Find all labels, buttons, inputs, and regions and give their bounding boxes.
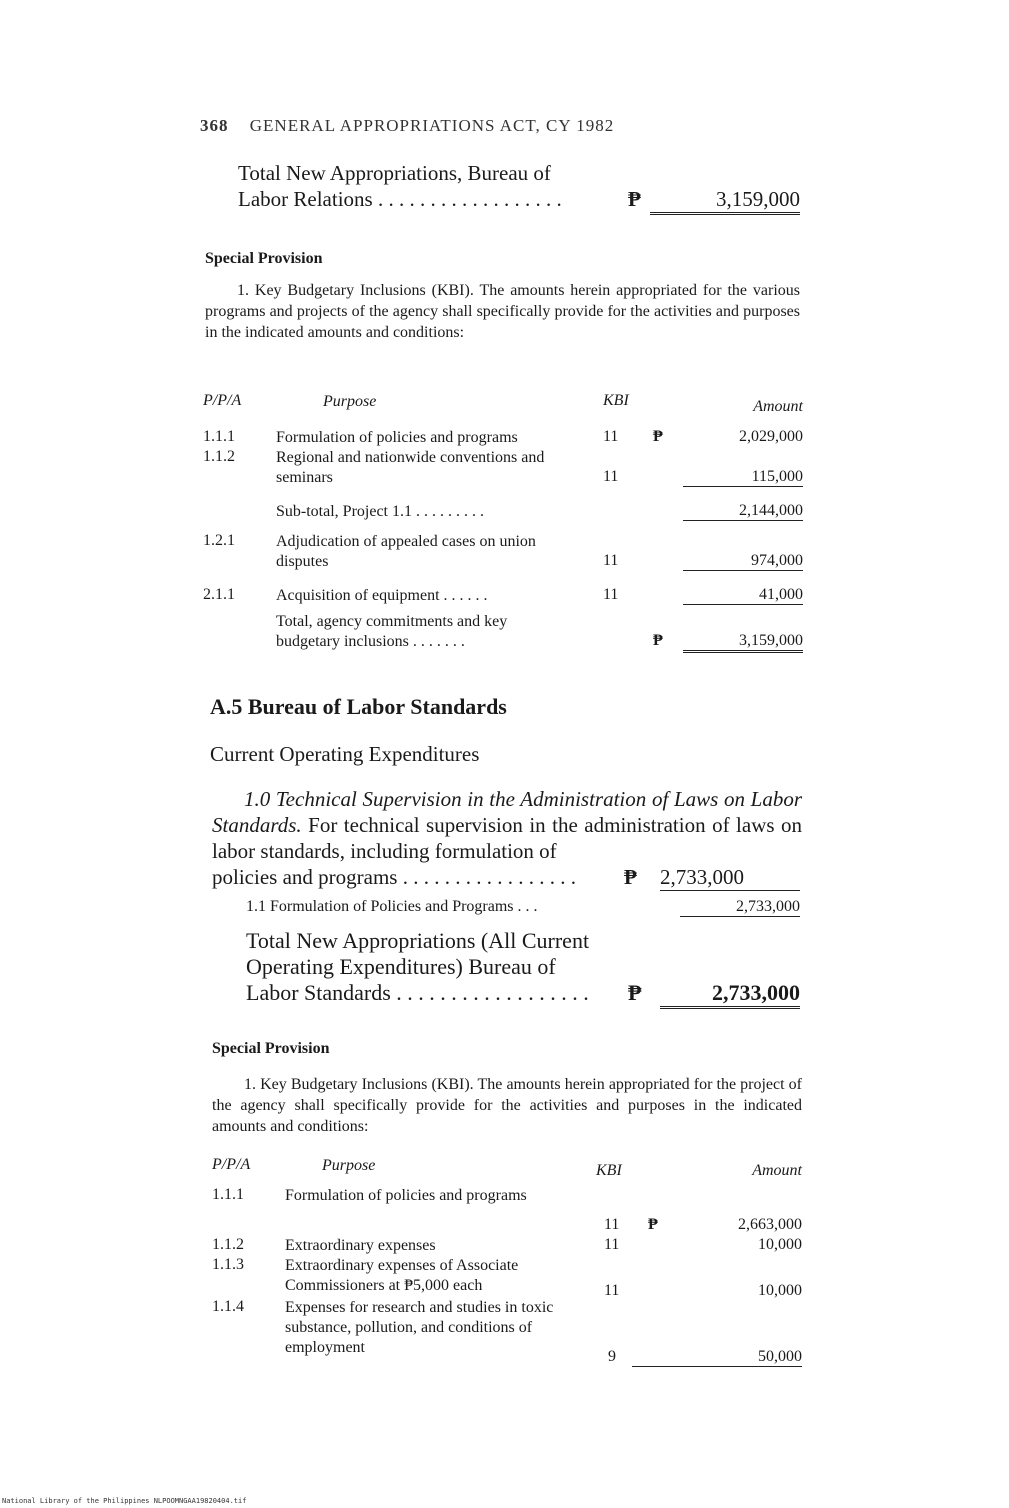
peso-sign: ₱ xyxy=(628,187,641,211)
kbi-table-1: P/P/A Purpose KBI Amount 1.1.1 Formulation of policies and programs 11 ₱ 2,029,000 1.1.2 Regional and nationwide conventions and seminars 11 115,000 Sub-total, Project 1.1 . . . . . . . . . 2,144,000 1.2.1 Adjudication of appealed cases on union disputes 11 974,000 2.1.1 Acquisition of equipment . . . . . . 11 41,000 Total, agency commitments and key budgetary inclusions . . . . . . . ₱ 3,159,000 xyxy=(203,392,803,662)
peso-sign: ₱ xyxy=(624,865,637,889)
special-provision-paragraph: 1. Key Budgetary Inclusions (KBI). The amounts herein appropriated for the various programs and projects of the agency shall specifically provide for the activities and purposes in the indicated amounts and conditions: xyxy=(205,282,800,341)
col-purpose-header: Purpose xyxy=(322,1157,376,1174)
col-amount-header: Amount xyxy=(752,1162,802,1179)
item-label: 1.1 Formulation of Policies and Programs . . . xyxy=(246,898,538,915)
col-ppa-header: P/P/A xyxy=(203,392,242,409)
special-provision-heading: Special Provision xyxy=(212,1040,330,1057)
program-text: For technical supervision in the administration of laws on labor standards, including formulation of xyxy=(212,813,803,863)
leader-dots: . . . . . . . . . . . . . . . . . . xyxy=(377,187,562,211)
total-standards-amount: 2,733,000 xyxy=(660,980,800,1009)
section-subtitle: Current Operating Expenditures xyxy=(210,742,480,766)
program-last-line: policies and programs . . . . . . . . . . . . . . . . . xyxy=(212,865,576,889)
total-standards-line1: Total New Appropriations (All Current xyxy=(246,928,590,953)
section-title: A.5 Bureau of Labor Standards xyxy=(210,694,507,719)
col-kbi-header: KBI xyxy=(603,392,629,409)
special-provision-heading: Special Provision xyxy=(205,250,323,267)
total-label: Labor Relations xyxy=(238,187,373,211)
page-number: 368 xyxy=(200,116,229,135)
program-lead: 1.0 Technical Supervision in the Administration of Laws on Labor Standards. xyxy=(212,787,802,837)
kbi-table-2: P/P/A Purpose KBI Amount 1.1.1 Formulation of policies and programs 11 ₱ 2,663,000 1.1.2 Extraordinary expenses 11 10,000 1.1.3 Extraordinary expenses of Associate Commissioners at ₱5,000 each 11 10,000 1.1.4 Expenses for research and studies in toxic substance, pollution, and conditions of employment 9 50,000 xyxy=(212,1156,802,1365)
total-standards-line2: Operating Expenditures) Bureau of xyxy=(246,954,556,979)
total-labor-relations-amount: 3,159,000 xyxy=(650,186,800,215)
program-amount: 2,733,000 xyxy=(660,864,800,891)
special-provision-paragraph: 1. Key Budgetary Inclusions (KBI). The amounts herein appropriated for the project of the agency shall specifically provide for the activities and purposes in the indicated amounts and conditions: xyxy=(212,1076,802,1135)
peso-sign: ₱ xyxy=(628,980,642,1005)
item-amount: 2,733,000 xyxy=(680,898,800,917)
program-paragraph xyxy=(212,786,802,864)
col-purpose-header: Purpose xyxy=(323,393,377,410)
page-header xyxy=(200,116,614,136)
total-labor-relations-line1: Total New Appropriations, Bureau of xyxy=(238,161,551,185)
col-amount-header: Amount xyxy=(753,398,803,415)
col-ppa-header: P/P/A xyxy=(212,1156,251,1173)
total-labor-relations-label xyxy=(238,186,562,212)
archive-footer: National Library of the Philippines NLPOOMNGAA19820404.tif xyxy=(2,1497,247,1505)
col-kbi-header: KBI xyxy=(596,1162,622,1179)
total-standards-line3: Labor Standards . . . . . . . . . . . . . . . . . . xyxy=(246,980,589,1005)
act-title: GENERAL APPROPRIATIONS ACT, CY 1982 xyxy=(249,116,615,135)
